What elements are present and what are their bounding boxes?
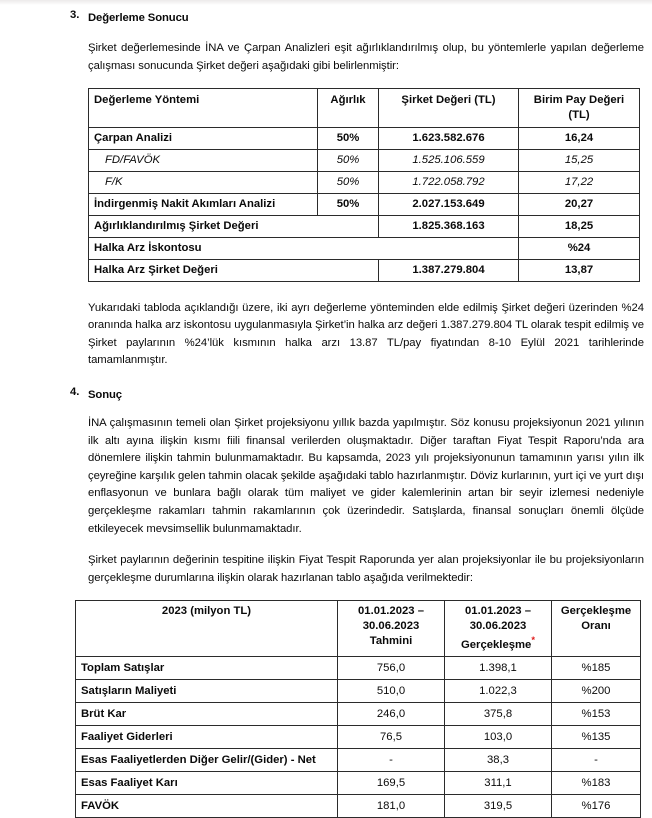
table-row-indirgenmis-nakit-akimlari bbox=[89, 193, 640, 215]
row-label: Ağırlıklandırılmış Şirket Değeri bbox=[89, 215, 379, 237]
row-rate: - bbox=[552, 749, 641, 772]
header-actual-line3: Gerçekleşme bbox=[460, 638, 532, 651]
row-item: Brüt Kar bbox=[76, 703, 338, 726]
header-rate-line1: Gerçekleşme bbox=[560, 605, 632, 618]
row-unit-share-value: 13,87 bbox=[519, 259, 640, 281]
row-estimate: 76,5 bbox=[338, 726, 445, 749]
header-actual-line1: 01.01.2023 – bbox=[465, 605, 531, 618]
row-unit-share-value: 16,24 bbox=[519, 127, 640, 149]
spacer bbox=[0, 370, 652, 385]
section-heading-valuation-result bbox=[0, 8, 652, 26]
row-label: F/K bbox=[89, 171, 318, 193]
row-label: Çarpan Analizi bbox=[89, 127, 318, 149]
row-actual: 319,5 bbox=[445, 795, 552, 818]
row-unit-share-value: 15,25 bbox=[519, 149, 640, 171]
row-company-value: 1.387.279.804 bbox=[379, 259, 519, 281]
projection-table-header bbox=[76, 601, 641, 657]
row-rate: %183 bbox=[552, 772, 641, 795]
table-row bbox=[76, 703, 641, 726]
table-row-fd-favok bbox=[89, 149, 640, 171]
row-estimate: - bbox=[338, 749, 445, 772]
row-weight: 50% bbox=[318, 127, 379, 149]
header-actual-line2: 30.06.2023 bbox=[469, 620, 527, 633]
paragraph-valuation-intro: Şirket değerlemesinde İNA ve Çarpan Analizleri eşit ağırlıklandırılmış olup, bu yöntemlerle yapılan değerleme çalışması sonucunda Şirket değeri aşağıdaki gibi belirlenmiştir: bbox=[88, 42, 644, 72]
row-item: Esas Faaliyetlerden Diğer Gelir/(Gider) - Net bbox=[76, 749, 338, 772]
table-row bbox=[76, 657, 641, 680]
row-actual: 103,0 bbox=[445, 726, 552, 749]
row-rate: %185 bbox=[552, 657, 641, 680]
table-row-halka-arz-sirket-degeri bbox=[89, 259, 640, 281]
row-item: Satışların Maliyeti bbox=[76, 680, 338, 703]
row-item: Toplam Satışlar bbox=[76, 657, 338, 680]
spacer bbox=[0, 26, 652, 40]
table-row bbox=[76, 680, 641, 703]
row-item: FAVÖK bbox=[76, 795, 338, 818]
table-row-f-k bbox=[89, 171, 640, 193]
row-unit-share-value: 18,25 bbox=[519, 215, 640, 237]
row-estimate: 181,0 bbox=[338, 795, 445, 818]
spacer bbox=[0, 538, 652, 552]
row-actual: 38,3 bbox=[445, 749, 552, 772]
row-rate: %200 bbox=[552, 680, 641, 703]
header-estimate-line2: 30.06.2023 bbox=[362, 620, 420, 633]
row-unit-share-value: %24 bbox=[519, 237, 640, 259]
row-unit-share-value: 20,27 bbox=[519, 193, 640, 215]
row-estimate: 756,0 bbox=[338, 657, 445, 680]
table-row bbox=[76, 795, 641, 818]
row-company-value: 1.825.368.163 bbox=[379, 215, 519, 237]
paragraph-sonuc-2: Şirket paylarının değerinin tespitine ilişkin Fiyat Tespit Raporunda yer alan projeksiyonlar ile bu projeksiyonların gerçekleşme durumlarına ilişkin olarak hazırlanan tablo aşağıda verilmektedir: bbox=[88, 554, 644, 584]
table-row bbox=[76, 749, 641, 772]
header-estimate-line1: 01.01.2023 – bbox=[358, 605, 424, 618]
header-unit-share-value-line1: Birim Pay Değeri bbox=[533, 94, 625, 107]
table-row-carpan-analizi bbox=[89, 127, 640, 149]
table-row bbox=[76, 772, 641, 795]
row-item: Esas Faaliyet Karı bbox=[76, 772, 338, 795]
row-unit-share-value: 17,22 bbox=[519, 171, 640, 193]
footnote-asterisk-marker: * bbox=[531, 633, 536, 645]
row-actual: 1.398,1 bbox=[445, 657, 552, 680]
header-valuation-method: Değerleme Yöntemi bbox=[89, 89, 318, 127]
spacer bbox=[0, 403, 652, 415]
header-item: 2023 (milyon TL) bbox=[76, 601, 338, 657]
row-estimate: 246,0 bbox=[338, 703, 445, 726]
row-estimate: 169,5 bbox=[338, 772, 445, 795]
header-actual bbox=[445, 601, 552, 657]
row-estimate: 510,0 bbox=[338, 680, 445, 703]
spacer bbox=[0, 587, 652, 600]
header-unit-share-value-line2: (TL) bbox=[568, 108, 590, 121]
spacer bbox=[0, 75, 652, 88]
table-row-halka-arz-iskontosu bbox=[89, 237, 640, 259]
table-row-agirliklandirilmis-sirket-degeri bbox=[89, 215, 640, 237]
row-company-value: 1.722.058.792 bbox=[379, 171, 519, 193]
section-number-3: 3. bbox=[70, 9, 80, 21]
row-actual: 375,8 bbox=[445, 703, 552, 726]
row-weight: 50% bbox=[318, 171, 379, 193]
section-title-3: Değerleme Sonucu bbox=[88, 12, 189, 24]
valuation-table-header bbox=[89, 89, 640, 127]
section-title-4: Sonuç bbox=[88, 389, 122, 401]
row-rate: %176 bbox=[552, 795, 641, 818]
table-row bbox=[76, 726, 641, 749]
table-header-row bbox=[76, 601, 641, 657]
page-top-edge bbox=[0, 0, 652, 5]
header-rate-line2: Oranı bbox=[581, 620, 611, 633]
paragraph-sonuc-1: İNA çalışmasının temeli olan Şirket projeksiyonu yıllık bazda yapılmıştır. Söz konusu projeksiyonun 2021 yılının ilk altı ayına ilişkin kısmı fiili finansal verilerden oluşmaktadır. Diğer taraftan Fiyat Tespit Raporu’nda ara dönemlere ilişkin tahmin bulunmamaktadır. Bu kapsamda, 2023 yılı projeksiyonunun tamamının yarısı yılın ilk çeyreğine karşılık gelen tahmin olacak şekilde aşağıdaki tablo hazırlanmıştır. Döviz kurlarının, yurt içi ve yurt dışı enflasyonun ve bunlara bağlı olarak tüm maliyet ve gider kalemlerinin artan bir seyir izlemesi nedeniyle gerçekleşme rakamları tahmin rakamlarının çok üzerindedir. Satışlarda, finansal sonuçları önemli ölçüde etkileyecek mevsimsellik bulunmamaktadır. bbox=[88, 417, 644, 535]
row-weight: 50% bbox=[318, 193, 379, 215]
valuation-table-body bbox=[89, 127, 640, 281]
header-estimate bbox=[338, 601, 445, 657]
row-label: FD/FAVÖK bbox=[89, 149, 318, 171]
row-company-value: 1.525.106.559 bbox=[379, 149, 519, 171]
row-actual: 311,1 bbox=[445, 772, 552, 795]
row-item: Faaliyet Giderleri bbox=[76, 726, 338, 749]
projection-table-body bbox=[76, 657, 641, 818]
row-label: Halka Arz Şirket Değeri bbox=[89, 259, 379, 281]
row-label: İndirgenmiş Nakit Akımları Analizi bbox=[89, 193, 318, 215]
section-number-4: 4. bbox=[70, 386, 80, 398]
row-company-value: 1.623.582.676 bbox=[379, 127, 519, 149]
header-weight: Ağırlık bbox=[318, 89, 379, 127]
row-weight: 50% bbox=[318, 149, 379, 171]
header-realization-rate bbox=[552, 601, 641, 657]
spacer bbox=[0, 282, 652, 300]
section-heading-sonuc bbox=[0, 385, 652, 403]
row-actual: 1.022,3 bbox=[445, 680, 552, 703]
valuation-results-table bbox=[88, 88, 640, 281]
table-header-row bbox=[89, 89, 640, 127]
row-company-value: 2.027.153.649 bbox=[379, 193, 519, 215]
header-company-value: Şirket Değeri (TL) bbox=[379, 89, 519, 127]
row-rate: %153 bbox=[552, 703, 641, 726]
header-unit-share-value bbox=[519, 89, 640, 127]
paragraph-valuation-conclusion: Yukarıdaki tabloda açıklandığı üzere, iki ayrı değerleme yönteminden elde edilmiş Şirket değeri üzerinden %24 oranında halka arz iskontosu uygulanmasıyla Şirket’in halka arz değeri 1.387.279.804 TL olarak tespit edilmiş ve Şirket paylarının %24’lük kısmının halka arzı 13.87 TL/pay fiyatından 8-10 Eylül 2021 tarihlerinde tamamlanmıştır. bbox=[88, 301, 644, 367]
row-rate: %135 bbox=[552, 726, 641, 749]
row-label: Halka Arz İskontosu bbox=[89, 237, 519, 259]
header-estimate-line3: Tahmini bbox=[369, 634, 413, 647]
projection-vs-actual-table bbox=[75, 600, 641, 818]
